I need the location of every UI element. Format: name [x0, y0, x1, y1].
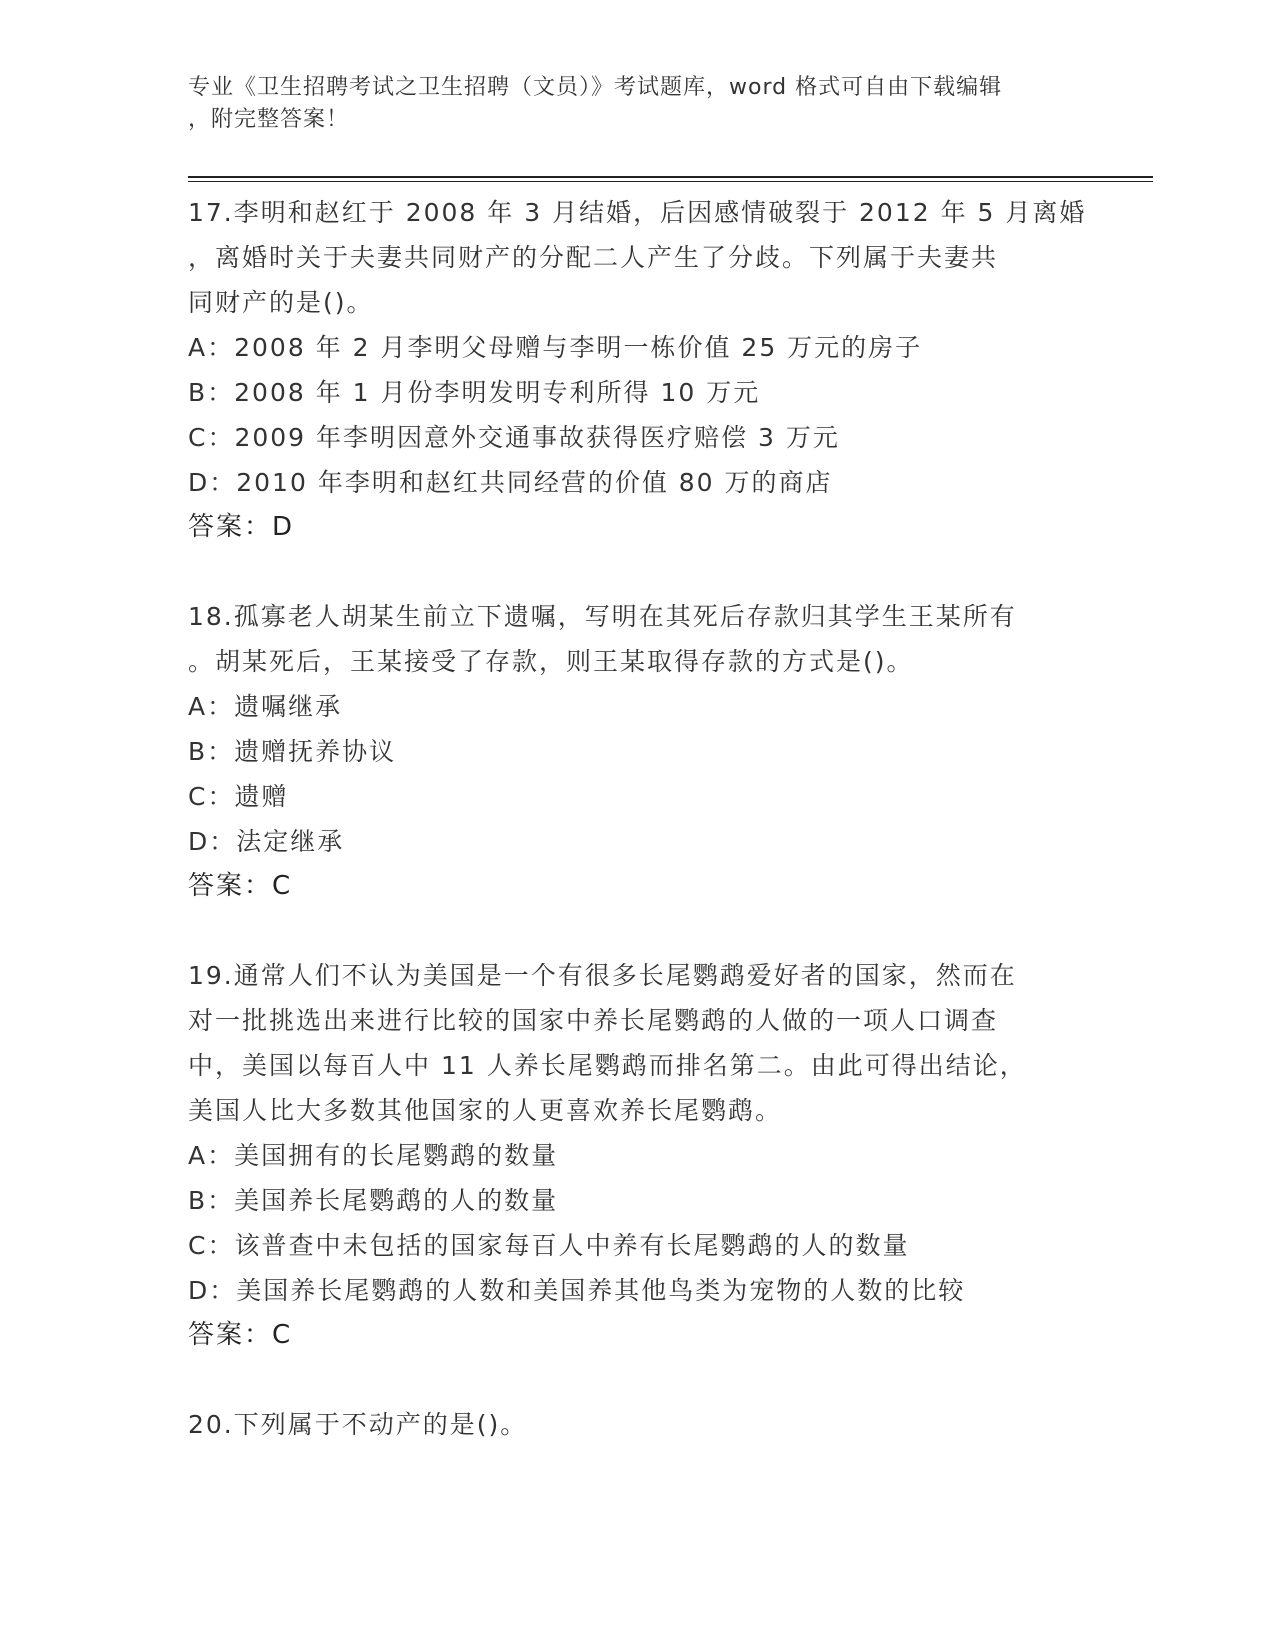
question-20 — [188, 1402, 1088, 1447]
question-text-line: ，离婚时关于夫妻共同财产的分配二人产生了分歧。下列属于夫妻共 — [188, 243, 999, 272]
question-18 — [188, 594, 1088, 909]
question-17 — [188, 190, 1088, 550]
question-text-line: 17.李明和赵红于 2008 年 3 月结婚，后因感情破裂于 2012 年 5 月离婚 — [188, 198, 1087, 227]
option-a: A：美国拥有的长尾鹦鹉的数量 — [188, 1141, 559, 1170]
question-text-line: 同财产的是()。 — [188, 288, 374, 317]
header-divider-thin — [188, 181, 1153, 182]
option-b: B：2008 年 1 月份李明发明专利所得 10 万元 — [188, 378, 761, 407]
question-text-line: 。胡某死后，王某接受了存款，则王某取得存款的方式是()。 — [188, 647, 914, 676]
option-b: B：美国养长尾鹦鹉的人的数量 — [188, 1186, 559, 1215]
option-c: C：该普查中未包括的国家每百人中养有长尾鹦鹉的人的数量 — [188, 1231, 910, 1260]
question-text-line: 19.通常人们不认为美国是一个有很多长尾鹦鹉爱好者的国家，然而在 — [188, 961, 1017, 990]
option-d: D：2010 年李明和赵红共同经营的价值 80 万的商店 — [188, 468, 833, 497]
answer-line: 答案：C — [188, 871, 293, 901]
document-header — [188, 72, 1088, 136]
option-c: C：2009 年李明因意外交通事故获得医疗赔偿 3 万元 — [188, 423, 840, 452]
question-text-line: 美国人比大多数其他国家的人更喜欢养长尾鹦鹉。 — [188, 1096, 783, 1125]
option-d: D：美国养长尾鹦鹉的人数和美国养其他鸟类为宠物的人数的比较 — [188, 1276, 966, 1305]
spacer — [188, 1358, 1088, 1402]
option-a: A：2008 年 2 月李明父母赠与李明一栋价值 25 万元的房子 — [188, 333, 923, 362]
question-text-line: 对一批挑选出来进行比较的国家中养长尾鹦鹉的人做的一项人口调查 — [188, 1006, 999, 1035]
option-c: C：遗赠 — [188, 782, 289, 811]
question-list — [188, 190, 1088, 1447]
question-text-line: 20.下列属于不动产的是()。 — [188, 1410, 528, 1439]
option-a: A：遗嘱继承 — [188, 692, 343, 721]
question-text-line: 18.孤寡老人胡某生前立下遗嘱，写明在其死后存款归其学生王某所有 — [188, 602, 1017, 631]
question-text-line: 中，美国以每百人中 11 人养长尾鹦鹉而排名第二。由此可得出结论， — [188, 1051, 1027, 1080]
option-b: B：遗赠抚养协议 — [188, 737, 397, 766]
spacer — [188, 909, 1088, 953]
option-d: D：法定继承 — [188, 827, 345, 856]
spacer — [188, 550, 1088, 594]
header-line-2: ，附完整答案！ — [188, 107, 350, 132]
answer-line: 答案：D — [188, 512, 295, 542]
header-line-1: 专业《卫生招聘考试之卫生招聘（文员）》考试题库，word 格式可自由下载编辑 — [188, 75, 1003, 100]
question-19 — [188, 953, 1088, 1358]
answer-line: 答案：C — [188, 1320, 293, 1350]
header-divider-thick — [188, 176, 1153, 178]
